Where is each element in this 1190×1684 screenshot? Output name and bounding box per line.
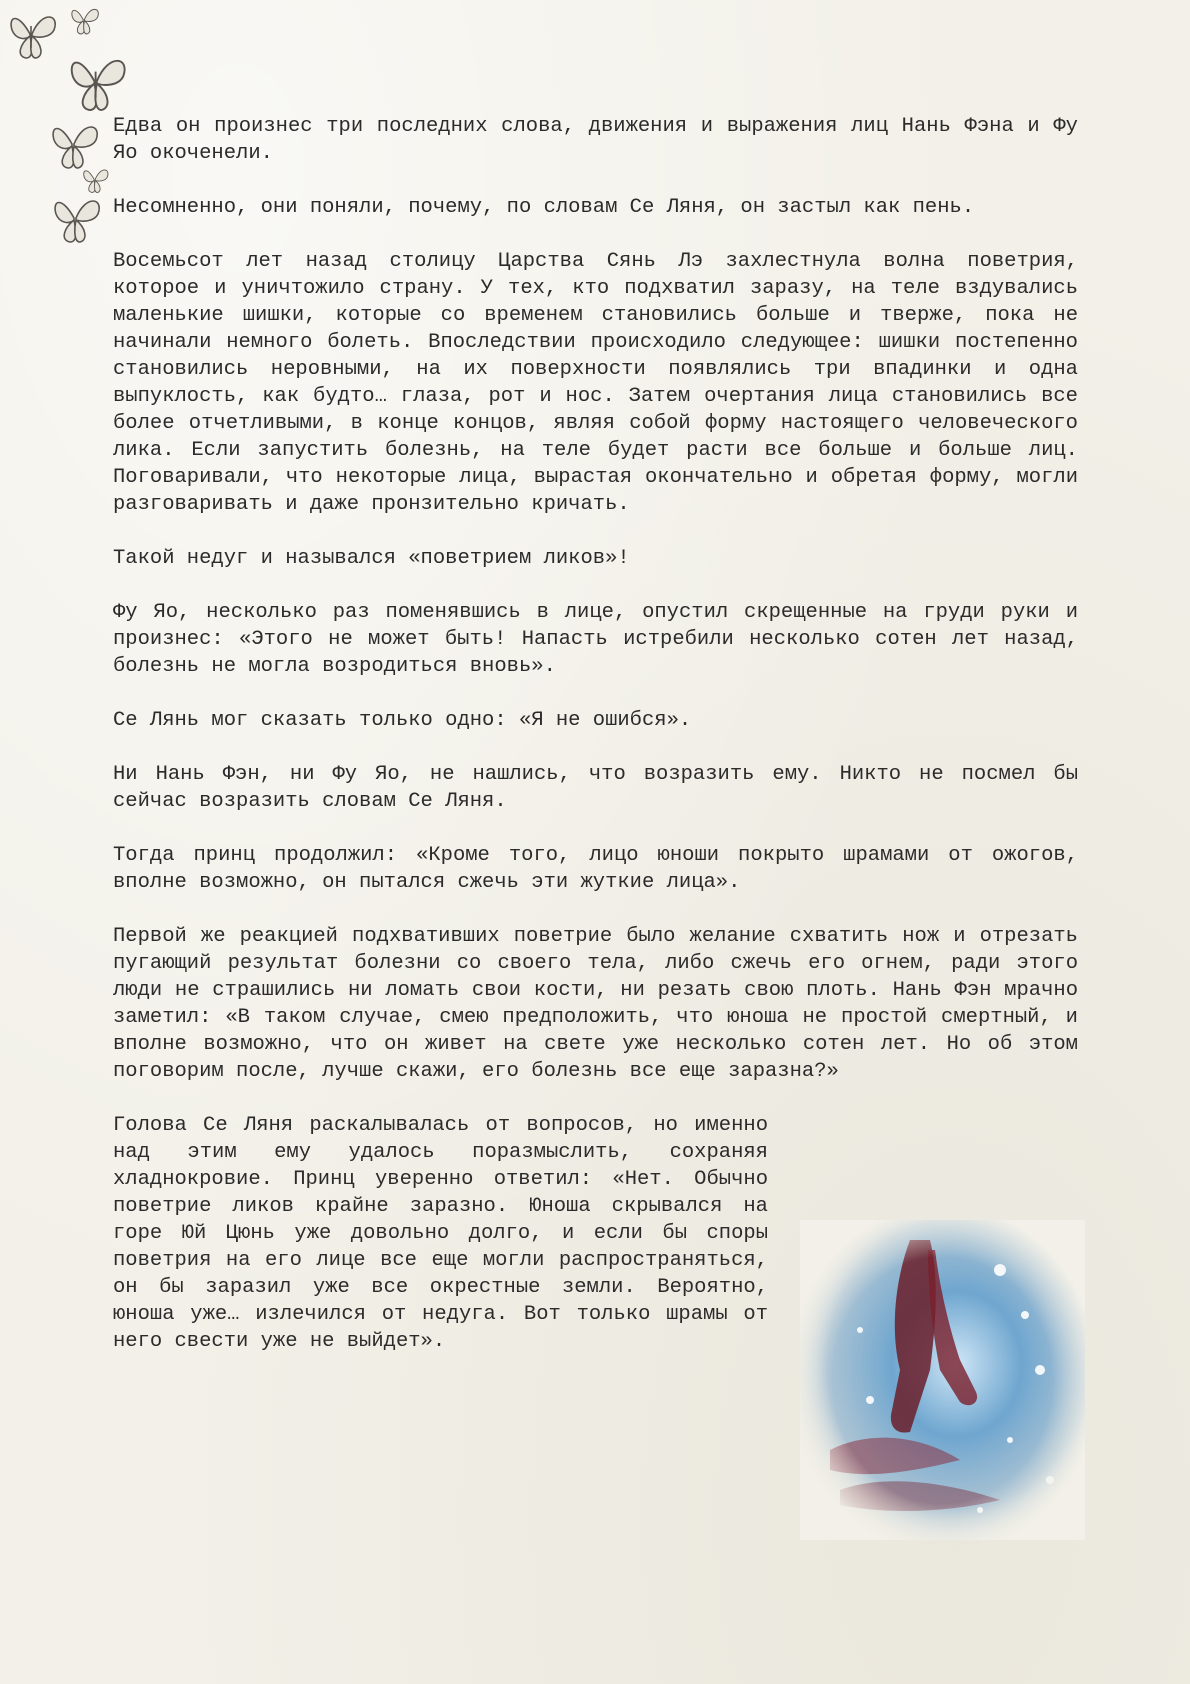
paragraph: Голова Се Ляня раскалывалась от вопросов, но именно над этим ему удалось поразмыслить, сохраняя хладнокровие. Принц уверенно ответил: «Нет. Обычно поветрие ликов крайне заразно. Юноша скрывался на горе Юй Цюнь уже довольно долго, и если бы споры поветрия на его лице все еще могли распространяться, он бы заразил уже все окрестные земли. Вероятно, юноша уже… излечился от недуга. Вот только шрамы от него свести уже не выйдет». <box>113 1114 768 1353</box>
paragraph: Фу Яо, несколько раз поменявшись в лице, опустил скрещенные на груди руки и произнес: «Этого не может быть! Напасть истребили несколько сотен лет назад, болезнь не могла возродиться вновь». <box>113 601 1078 678</box>
paragraph: Такой недуг и назывался «поветрием ликов»! <box>113 547 630 570</box>
document-body <box>113 113 1078 1382</box>
paragraph: Ни Нань Фэн, ни Фу Яо, не нашлись, что возразить ему. Никто не посмел бы сейчас возразить словам Се Ляня. <box>113 763 1078 813</box>
paragraph: Первой же реакцией подхвативших поветрие было желание схватить нож и отрезать пугающий результат болезни со своего тела, либо сжечь его огнем, ради этого люди не страшились ни ломать свои кости, ни резать свою плоть. Нань Фэн мрачно заметил: «В таком случае, смею предположить, что юноша не простой смертный, и вполне возможно, что он живет на свете уже несколько сотен лет. Но об этом поговорим после, лучше скажи, его болезнь все еще заразна?» <box>113 925 1078 1083</box>
red-boots-in-snow-illustration <box>800 1220 1085 1540</box>
paragraph: Се Лянь мог сказать только одно: «Я не ошибся». <box>113 709 692 732</box>
paragraph: Несомненно, они поняли, почему, по словам Се Ляня, он застыл как пень. <box>113 196 975 219</box>
paragraph: Едва он произнес три последних слова, движения и выражения лиц Нань Фэна и Фу Яо окоченели. <box>113 115 1078 165</box>
paragraph: Восемьсот лет назад столицу Царства Сянь Лэ захлестнула волна поветрия, которое и уничтожило страну. У тех, кто подхватил заразу, на теле вздувались маленькие шишки, которые со временем становились больше и тверже, пока не начинали немного болеть. Впоследствии происходило следующее: шишки постепенно становились неровными, на их поверхности появлялись три впадинки и одна выпуклость, как будто… глаза, рот и нос. Затем очертания лица становились все более отчетливыми, в конце концов, являя собой форму настоящего человеческого лика. Если запустить болезнь, на теле будет расти все больше и больше лиц. Поговаривали, что некоторые лица, вырастая окончательно и обретая форму, могли разговаривать и даже пронзительно кричать. <box>113 250 1078 516</box>
paragraph: Тогда принц продолжил: «Кроме того, лицо юноши покрыто шрамами от ожогов, вполне возможно, он пытался сжечь эти жуткие лица». <box>113 844 1078 894</box>
